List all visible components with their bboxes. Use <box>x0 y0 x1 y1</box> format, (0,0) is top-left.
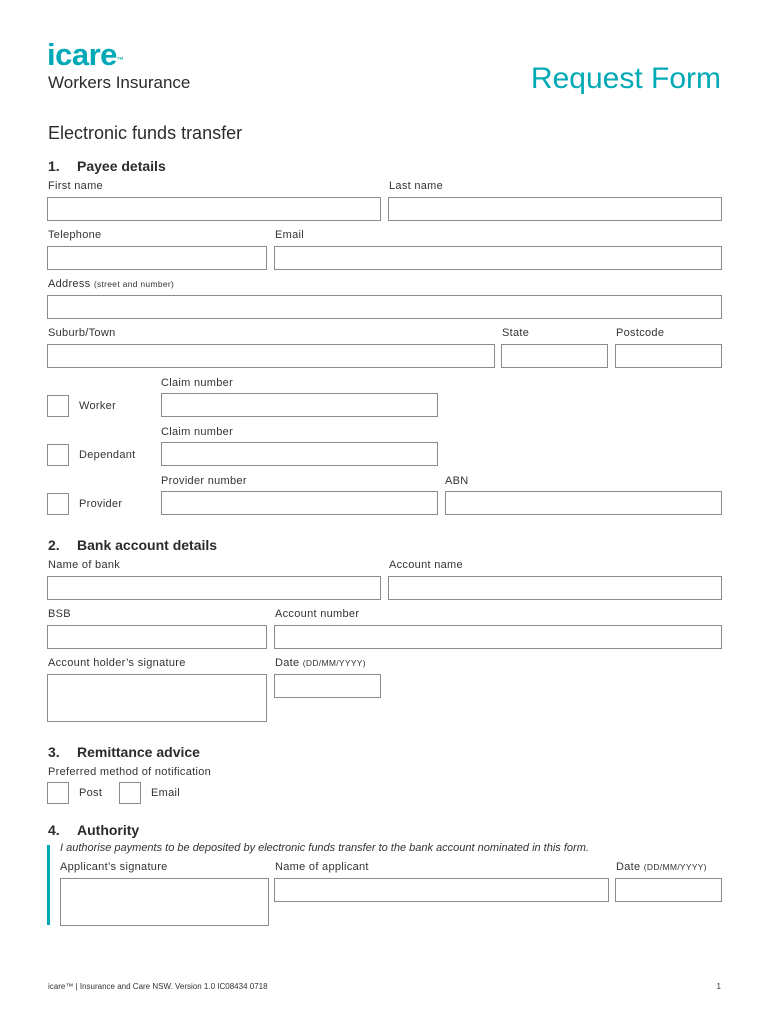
applicant-name-input[interactable] <box>274 878 609 902</box>
suburb-label: Suburb/Town <box>48 327 116 339</box>
telephone-input[interactable] <box>47 246 267 270</box>
worker-label: Worker <box>79 400 117 412</box>
bank-name-input[interactable] <box>47 576 381 600</box>
email-notification-checkbox[interactable] <box>119 782 141 804</box>
last-name-label: Last name <box>389 180 444 192</box>
email-notification-label: Email <box>151 787 181 799</box>
worker-claim-number-input[interactable] <box>161 393 438 417</box>
provider-number-input[interactable] <box>161 491 438 515</box>
provider-checkbox[interactable] <box>47 493 69 515</box>
account-number-label: Account number <box>275 608 360 620</box>
dependant-claim-number-input[interactable] <box>161 442 438 466</box>
account-name-input[interactable] <box>388 576 722 600</box>
suburb-input[interactable] <box>47 344 495 368</box>
authority-date-input[interactable] <box>615 878 722 902</box>
applicant-signature-box[interactable] <box>60 878 269 926</box>
page-title: Electronic funds transfer <box>48 123 243 143</box>
address-input[interactable] <box>47 295 722 319</box>
account-name-label: Account name <box>389 559 463 571</box>
section-3-title: Remittance advice <box>77 744 200 760</box>
dependant-label: Dependant <box>79 449 136 461</box>
page-number: 1 <box>716 982 721 991</box>
state-label: State <box>502 327 530 339</box>
worker-checkbox[interactable] <box>47 395 69 417</box>
postcode-input[interactable] <box>615 344 722 368</box>
authority-statement: I authorise payments to be deposited by electronic funds transfer to the bank account nominated in this form. <box>60 842 589 854</box>
email-label: Email <box>275 229 305 241</box>
post-checkbox[interactable] <box>47 782 69 804</box>
email-input[interactable] <box>274 246 722 270</box>
first-name-label: First name <box>48 180 103 192</box>
section-4-number: 4. <box>48 822 60 838</box>
authority-date-hint: (DD/MM/YYYY) <box>643 862 707 872</box>
icare-logo: icare™ <box>47 37 124 72</box>
post-label: Post <box>79 787 103 799</box>
logo-subtitle: Workers Insurance <box>48 73 191 92</box>
bsb-input[interactable] <box>47 625 267 649</box>
abn-input[interactable] <box>445 491 722 515</box>
address-label: Address (street and number) <box>48 278 175 290</box>
address-hint: (street and number) <box>93 279 175 289</box>
bank-date-hint: (DD/MM/YYYY) <box>302 658 366 668</box>
provider-label: Provider <box>79 498 123 510</box>
bsb-label: BSB <box>48 608 71 620</box>
section-3-number: 3. <box>48 744 60 760</box>
abn-label: ABN <box>445 475 469 487</box>
provider-number-label: Provider number <box>161 475 247 487</box>
dependant-claim-number-label: Claim number <box>161 426 234 438</box>
authority-accent-bar <box>47 845 50 925</box>
section-1-title: Payee details <box>77 158 166 174</box>
section-2-number: 2. <box>48 537 60 553</box>
section-2-title: Bank account details <box>77 537 218 553</box>
applicant-signature-label: Applicant’s signature <box>60 861 168 873</box>
footer-text: icare™ | Insurance and Care NSW. Version 1.0 IC08434 0718 <box>48 982 268 991</box>
applicant-name-label: Name of applicant <box>275 861 369 873</box>
dependant-checkbox[interactable] <box>47 444 69 466</box>
first-name-input[interactable] <box>47 197 381 221</box>
preferred-method-label: Preferred method of notification <box>48 766 212 778</box>
bank-date-label: Date (DD/MM/YYYY) <box>275 657 366 669</box>
authority-date-label: Date (DD/MM/YYYY) <box>616 861 707 873</box>
bank-date-input[interactable] <box>274 674 381 698</box>
state-input[interactable] <box>501 344 608 368</box>
telephone-label: Telephone <box>48 229 102 241</box>
worker-claim-number-label: Claim number <box>161 377 234 389</box>
account-number-input[interactable] <box>274 625 722 649</box>
section-1-number: 1. <box>48 158 60 174</box>
form-type-title: Request Form <box>530 62 721 95</box>
logo-trademark: ™ <box>116 57 124 64</box>
section-4-title: Authority <box>77 822 140 838</box>
account-holder-signature-box[interactable] <box>47 674 267 722</box>
bank-name-label: Name of bank <box>48 559 121 571</box>
account-holder-signature-label: Account holder’s signature <box>48 657 186 669</box>
postcode-label: Postcode <box>616 327 665 339</box>
last-name-input[interactable] <box>388 197 722 221</box>
